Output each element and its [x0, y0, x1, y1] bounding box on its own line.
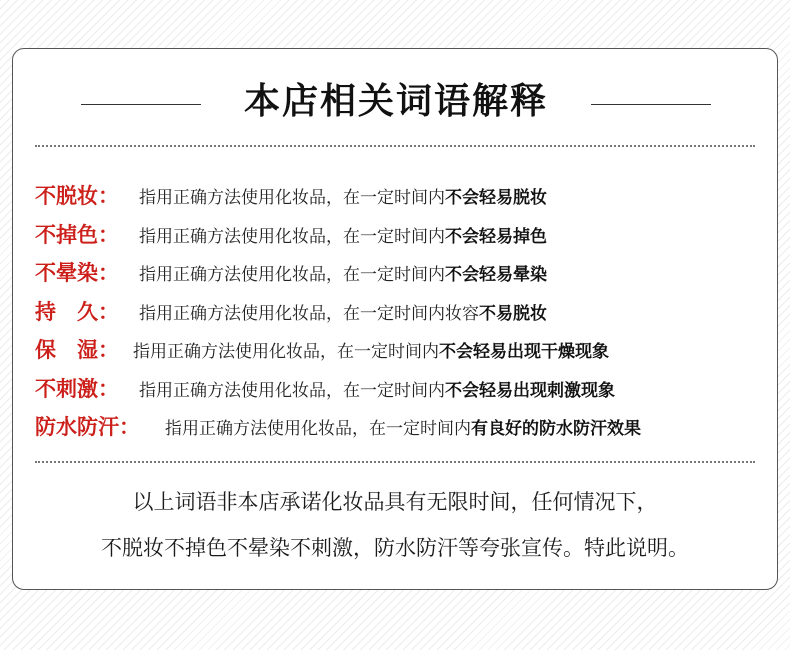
title-rule-right	[591, 104, 711, 105]
term-row	[35, 177, 770, 216]
term-label: 不晕染：	[35, 261, 119, 285]
term-description: 指用正确方法使用化妆品，在一定时间内	[165, 419, 471, 439]
term-emphasis: 不会轻易掉色	[445, 226, 547, 247]
term-emphasis: 不会轻易晕染	[445, 265, 547, 285]
term-description: 指用正确方法使用化妆品，在一定时间内	[139, 226, 445, 247]
term-emphasis: 不会轻易脱妆	[445, 188, 547, 208]
term-label: 不刺激：	[35, 376, 119, 401]
disclaimer-line-1: 以上词语非本店承诺化妆品具有无限时间，任何情况下，	[132, 490, 658, 514]
term-row	[35, 216, 770, 255]
term-label: 持 久：	[35, 299, 119, 324]
term-description: 指用正确方法使用化妆品，在一定时间内妆容	[139, 303, 479, 324]
term-emphasis: 不会轻易出现干燥现象	[439, 342, 609, 362]
term-label: 防水防汗：	[35, 415, 140, 439]
term-row	[35, 370, 770, 409]
page-title: 本店相关词语解释	[243, 81, 548, 122]
dotted-divider-top	[35, 145, 755, 147]
term-emphasis: 不易脱妆	[479, 303, 547, 324]
term-row	[35, 331, 770, 370]
title-row	[13, 74, 777, 130]
term-row	[35, 293, 770, 332]
term-emphasis: 有良好的防水防汗效果	[471, 419, 641, 439]
dotted-divider-bottom	[35, 461, 755, 463]
term-row	[35, 254, 770, 293]
term-emphasis: 不会轻易出现刺激现象	[445, 380, 615, 401]
disclaimer	[13, 479, 777, 571]
disclaimer-line-2: 不脱妆不掉色不晕染不刺激，防水防汗等夸张宣传。特此说明。	[101, 536, 689, 560]
term-description: 指用正确方法使用化妆品，在一定时间内	[139, 188, 445, 208]
term-label: 不脱妆：	[35, 184, 119, 208]
term-label: 保 湿：	[35, 338, 119, 362]
term-row	[35, 408, 770, 447]
term-description: 指用正确方法使用化妆品，在一定时间内	[139, 265, 445, 285]
term-label: 不掉色：	[35, 222, 119, 247]
term-description: 指用正确方法使用化妆品，在一定时间内	[139, 380, 445, 401]
explanation-panel	[12, 48, 778, 590]
title-rule-left	[81, 104, 201, 105]
term-list	[35, 177, 770, 447]
term-description: 指用正确方法使用化妆品，在一定时间内	[133, 342, 439, 362]
